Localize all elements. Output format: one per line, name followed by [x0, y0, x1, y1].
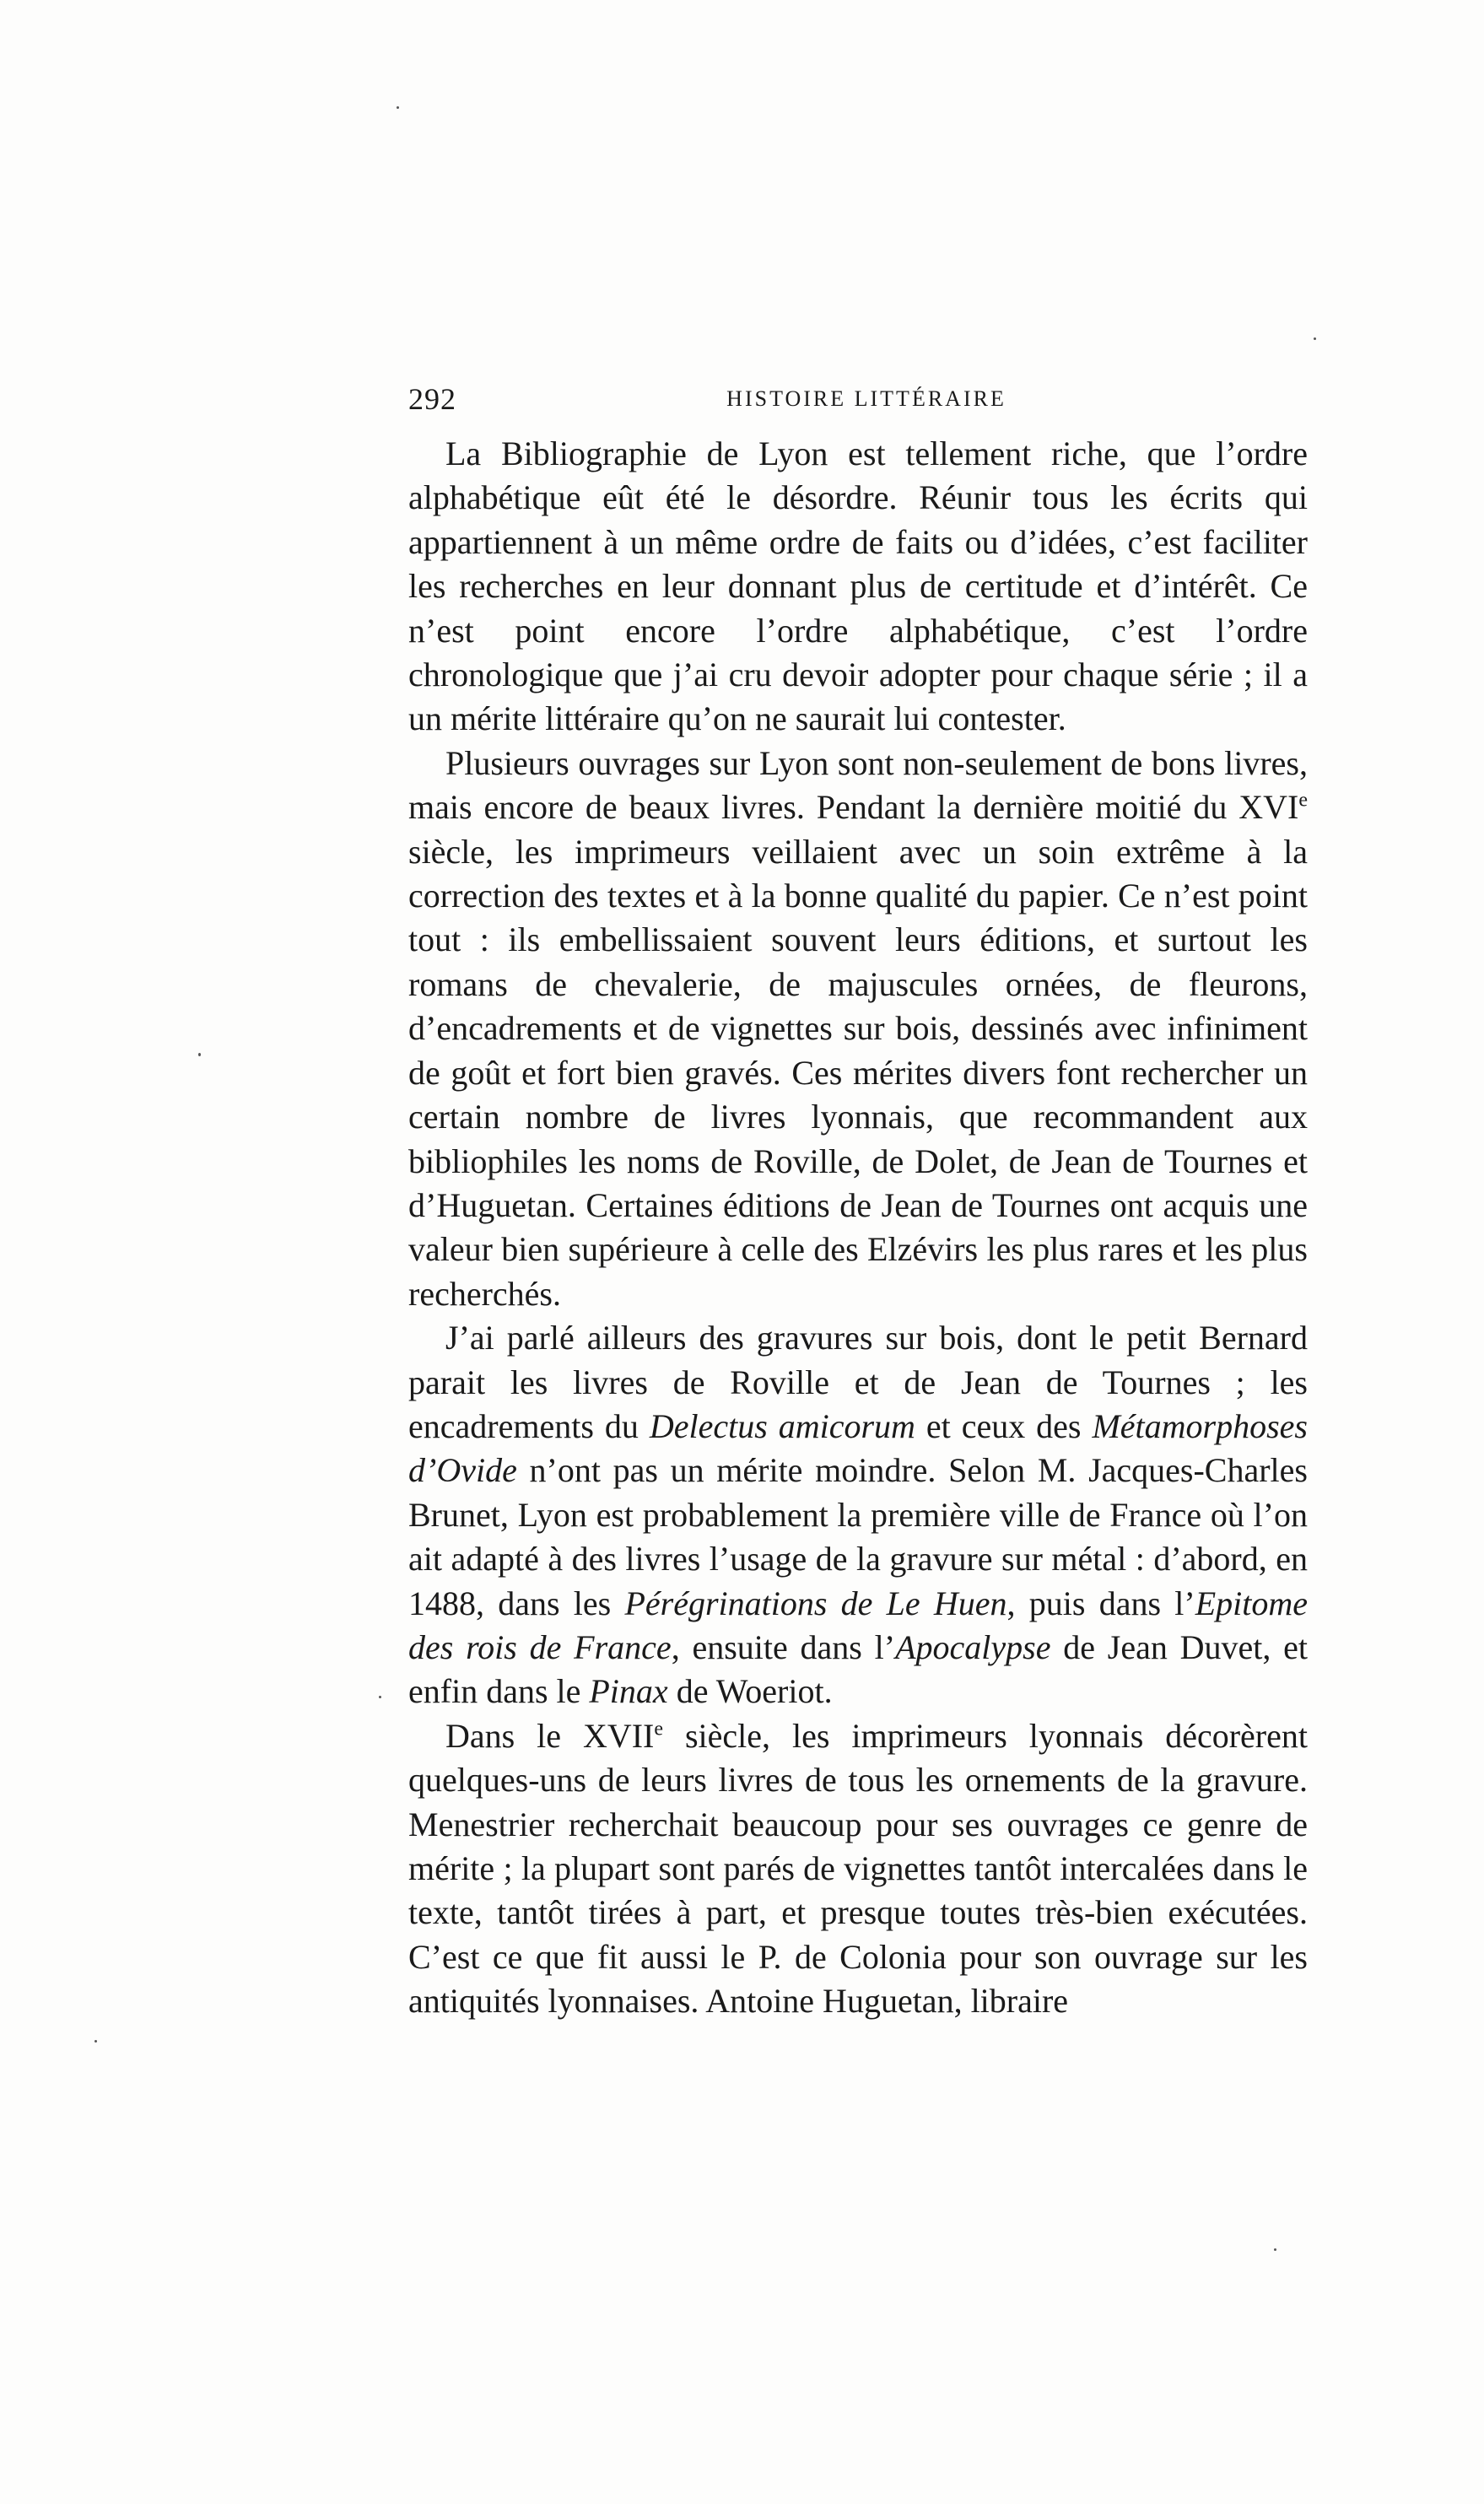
- paragraph: [408, 1714, 1308, 2024]
- text-run: La Bibliographie de Lyon est tellement riche, que l’ordre alphabétique eût été le désordre. Réunir tous les écrits qui appartiennent à un même ordre de faits ou d’idées, c’est faciliter les recherches en leur donnant plus de certitude et d’intérêt. Ce n’est point encore l’ordre alphabétique, c’est l’ordre chronologique que j’ai cru devoir adopter pour chaque série ; il a un mérite littéraire qu’on ne saurait lui contester.: [408, 434, 1308, 738]
- text-run: , ensuite dans l’: [671, 1627, 896, 1666]
- text-run: siècle, les imprimeurs veillaient avec un soin extrême à la correction des textes et à la bonne qualité du papier. Ce n’est point tout : ils embellissaient souvent leurs éditions, et surtout les romans de chevalerie, de majuscules ornées, de fleurons, d’encadrements et de vignettes sur bois, dessinés avec infiniment de goût et fort bien gravés. Ces mérites divers font rechercher un certain nombre de livres lyonnais, que recommandent aux bibliophiles les noms de Roville, de Dolet, de Jean de Tournes et d’Huguetan. Certaines éditions de Jean de Tournes ont acquis une valeur bien supérieure à celle des Elzévirs les plus rares et les plus recherchés.: [408, 832, 1308, 1313]
- text-run: n’ont pas un mérite moindre. Selon M. Jacques-Charles Brunet, Lyon est probablement la première ville de France où l’on ait adapté à des livres l’usage de la gravure sur métal : d’abord, en 1488, dans les: [408, 1451, 1308, 1622]
- italic-title: Apocalypse: [895, 1627, 1051, 1666]
- page-header: [408, 381, 1308, 422]
- superscript: e: [654, 1718, 664, 1740]
- text-run: J’ai parlé ailleurs des gravures sur bois, dont le petit Bernard parait les livres de Roville et de Jean de Tournes ; les encadrements du: [408, 1319, 1308, 1445]
- body-text: [408, 432, 1308, 2024]
- text-run: de Woeriot.: [667, 1672, 833, 1711]
- italic-title: Métamorphoses d’Ovide: [408, 1406, 1308, 1490]
- text-run: siècle, les imprimeurs lyonnais décorèrent quelques-uns de leurs livres de tous les ornements de la gravure. Menestrier recherchait beaucoup pour ses ouvrages ce genre de mérite ; la plupart sont parés de vignettes tantôt intercalées dans le texte, tantôt tirées à part, et presque toutes très-bien exécutées. C’est ce que fit aussi le P. de Colonia pour son ouvrage sur les antiquités lyonnaises. Antoine Huguetan, libraire: [408, 1716, 1308, 2021]
- text-run: Dans le XVII: [445, 1716, 655, 1755]
- italic-title: Delectus amicorum: [649, 1406, 915, 1445]
- paragraph: [408, 1316, 1308, 1714]
- superscript: e: [1298, 789, 1308, 812]
- paragraph: [408, 742, 1308, 1316]
- paragraph: [408, 432, 1308, 742]
- text-run: , puis dans l’: [1006, 1584, 1195, 1622]
- text-run: et ceux des: [915, 1406, 1093, 1445]
- italic-title: Pinax: [589, 1672, 668, 1711]
- italic-title: Pérégrinations de Le Huen: [624, 1584, 1007, 1622]
- text-run: de Jean Duvet, et enfin dans le: [408, 1627, 1309, 1711]
- running-title: HISTOIRE LITTÉRAIRE: [726, 386, 1006, 411]
- text-run: Plusieurs ouvrages sur Lyon sont non-seulement de bons livres, mais encore de beaux livres. Pendant la dernière moitié du XVI: [408, 743, 1308, 827]
- italic-title: Epitome des rois de France: [408, 1584, 1308, 1666]
- page-number: 292: [408, 382, 456, 416]
